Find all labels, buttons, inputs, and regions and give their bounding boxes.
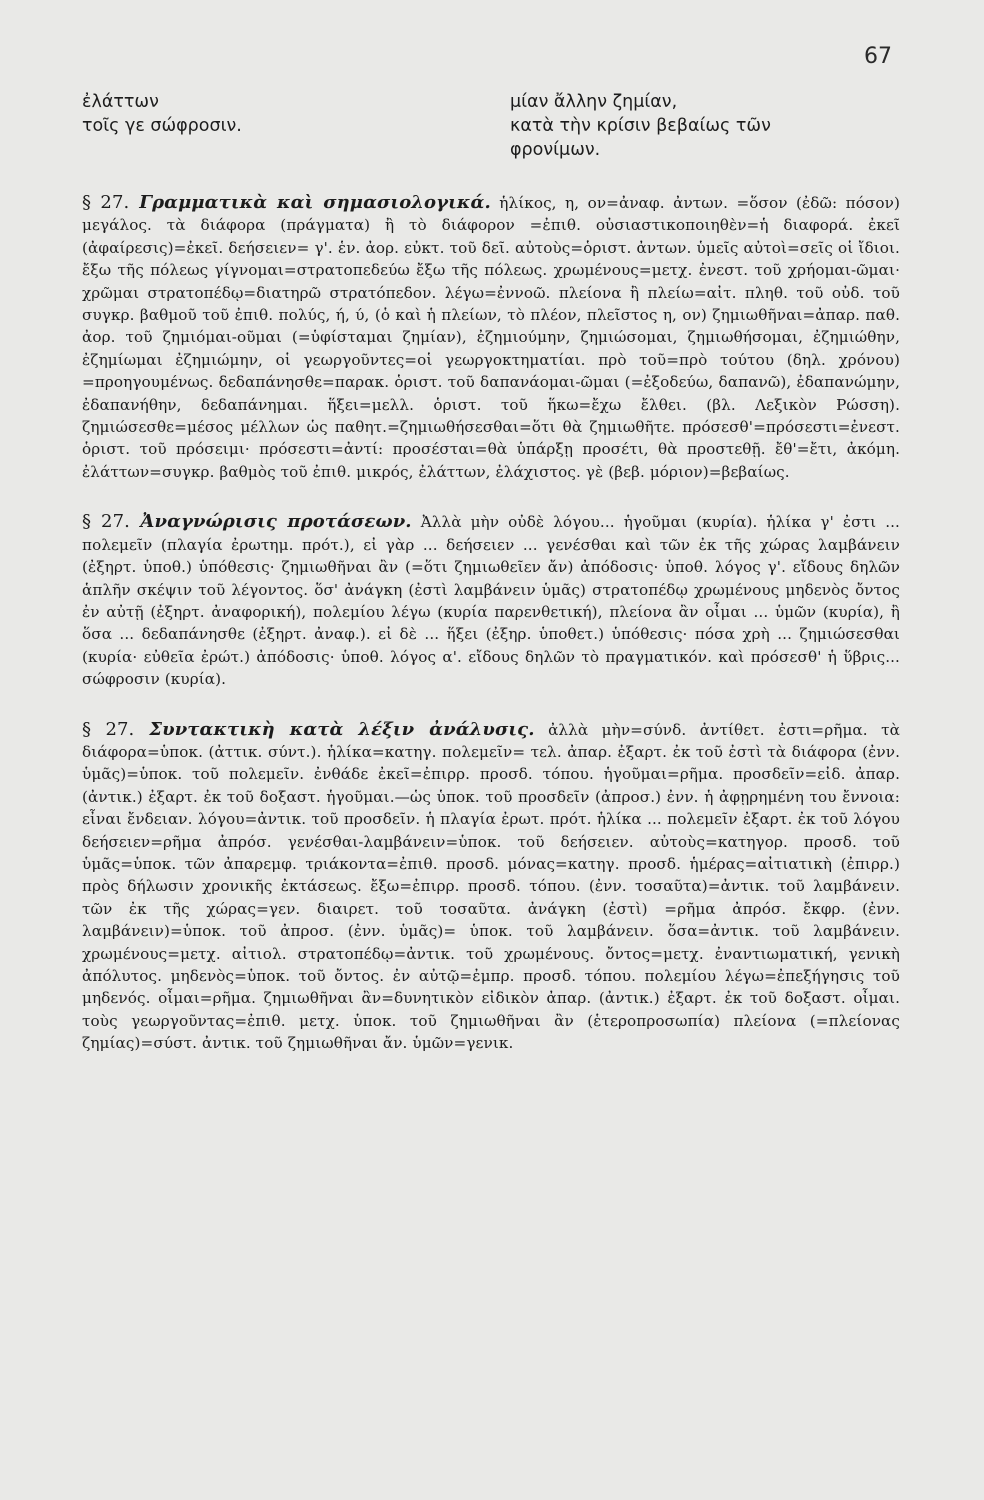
verse-line: φρονίμων. xyxy=(510,140,601,160)
verse-left-column xyxy=(82,90,402,162)
verse-line: κατὰ τὴν κρίσιν βεβαίως τῶν xyxy=(510,116,771,136)
verse-right-column xyxy=(510,90,860,162)
verse-line: τοῖς γε σώφροσιν. xyxy=(82,116,242,136)
section-body: ἡλίκος, η, ον=ἀναφ. ἀντων. =ὅσον (ἐδῶ: πόσον) μεγάλος. τὰ διάφορα (πράγματα) ἢ τὸ διάφορον =ἐπιθ. οὐσιαστικοποιηθὲν=ἡ διαφορά. ἐκεῖ (ἀφαίρεσις)=ἐκεῖ. δεήσειεν= γ'. ἑν. ἀορ. εὐκτ. τοῦ δεῖ. αὐτοὺς=ὁριστ. ἀντων. ὑμεῖς αὐτοὶ=σεῖς οἱ ἴδιοι. ἔξω τῆς πόλεως γίγνομαι=στρατοπεδεύω ἔξω τῆς πόλεως. χρωμένους=μετχ. ἐνεστ. τοῦ χρήομαι-ῶμαι· χρῶμαι στρατοπέδῳ=διατηρῶ στρατόπεδον. λέγω=ἐννοῶ. πλείονα ἢ πλείω=αἰτ. πληθ. τοῦ οὐδ. τοῦ συγκρ. βαθμοῦ τοῦ ἐπιθ. πολύς, ή, ύ, (ὁ καὶ ἡ πλείων, τὸ πλέον, πλεῖστος η, ον) ζημιωθῆναι=ἀπαρ. παθ. ἀορ. τοῦ ζημιόμαι-οῦμαι (=ὑφίσταμαι ζημίαν), ἐζημιούμην, ζημιώσομαι, ζημιωθήσομαι, ἐζημιώθην, ἐζημίωμαι ἐζημιώμην, οἱ γεωργοῦντες=οἱ γεωργοκτηματίαι. πρὸ τοῦ=πρὸ τούτου (δηλ. χρόνου) =προηγουμένως. δεδαπάνησθε=παρακ. ὁριστ. τοῦ δαπανάομαι-ῶμαι (=ἐξοδεύω, δαπανῶ), ἐδαπανώμην, ἐδαπανήθην, δεδαπάνημαι. ἥξει=μελλ. ὁριστ. τοῦ ἥκω=ἔχω ἔλθει. (βλ. Λεξικὸν Ρώσση). ζημιώσεσθε=μέσος μέλλων ὡς παθητ.=ζημιωθήσεσθαι=ὅτι θὰ ζημιωθῆτε. πρόσεσθ'=πρόσεστι=ἐνεστ. ὁριστ. τοῦ πρόσειμι· πρόσεστι=ἀντί: προσέσται=θὰ ὑπάρξῃ προσέτι, θὰ προστεθῇ. ἔθ'=ἔτι, ἀκόμη. ἐλάττων=συγκρ. βαθμὸς τοῦ ἐπιθ. μικρός, ἐλάττων, ἐλάχιστος. γὲ (βεβ. μόριον)=βεβαίως. xyxy=(82,194,901,481)
section-symbol: § 27. xyxy=(82,511,130,533)
section-body: ἀλλὰ μὴν=σύνδ. ἀντίθετ. ἐστι=ρῆμα. τὰ διάφορα=ὑποκ. (ἀττικ. σύντ.). ἡλίκα=κατηγ. πολεμεῖν= τελ. ἀπαρ. ἐξαρτ. ἐκ τοῦ ἐστὶ τὰ διάφορα (ἐνν. ὑμᾶς)=ὑποκ. τοῦ πολεμεῖν. ἐνθάδε ἐκεῖ=ἐπιρρ. προσδ. τόπου. ἡγοῦμαι=ρῆμα. προσδεῖν=εἰδ. ἀπαρ. (ἀντικ.) ἐξαρτ. ἐκ τοῦ δοξαστ. ἡγοῦμαι.—ὡς ὑποκ. τοῦ προσδεῖν (ἀπροσ.) ἐνν. ἡ ἀφῃρημένη του ἔννοια: εἶναι ἔνδειαν. λόγου=ἀντικ. τοῦ προσδεῖν. ἡ πλαγία ἐρωτ. πρότ. ἡλίκα ... πολεμεῖν ἐξαρτ. ἐκ τοῦ λόγου δεήσειεν=ρῆμα ἀπρόσ. γενέσθαι-λαμβάνειν=ὑποκ. τοῦ δεήσειεν. αὐτοὺς=κατηγορ. προσδ. τοῦ ὑμᾶς=ὑποκ. τῶν ἀπαρεμφ. τριάκοντα=ἐπιθ. προσδ. μόνας=κατηγ. προσδ. ἡμέρας=αἰτιατικὴ (ἐπιρρ.) πρὸς δήλωσιν χρονικῆς ἐκτάσεως. ἔξω=ἐπιρρ. προσδ. τόπου. (ἐνν. τοσαῦτα)=ἀντικ. τοῦ λαμβάνειν. τῶν ἐκ τῆς χώρας=γεν. διαιρετ. τοῦ τοσαῦτα. ἀνάγκη (ἐστὶ) =ρῆμα ἀπρόσ. ἔκφρ. (ἐνν. λαμβάνειν)=ὑποκ. τοῦ ἀπροσ. (ἐνν. ὑμᾶς)= ὑποκ. τοῦ λαμβάνειν. ὅσα=ἀντικ. τοῦ λαμβάνειν. χρωμένους=μετχ. αἰτιολ. στρατοπέδῳ=ἀντικ. τοῦ χρωμένους. ὄντος=μετχ. ἐναντιωματική, γενικὴ ἀπόλυτος. μηδενὸς=ὑποκ. τοῦ ὄντος. ἐν αὐτῷ=ἐμπρ. προσδ. τόπου. πολεμίου λέγω=ἐπεξήγησις τοῦ μηδενός. οἶμαι=ρῆμα. ζημιωθῆναι ἂν=δυνητικὸν εἰδικὸν ἀπαρ. (ἀντικ.) ἐξαρτ. ἐκ τοῦ δοξαστ. οἶμαι. τοὺς γεωργοῦντας=ἐπιθ. μετχ. ὑποκ. τοῦ ζημιωθῆναι ἂν (ἑτεροπροσωπία) πλείονα (=πλείονας ζημίας)=σύστ. ἀντικ. τοῦ ζημιωθῆναι ἄν. ὑμῶν=γενικ. xyxy=(82,720,901,1053)
page-number: 67 xyxy=(864,44,892,69)
section-title: Συντακτικὴ κατὰ λέξιν ἀνάλυσις. xyxy=(149,718,535,740)
section-symbol: § 27. xyxy=(82,718,135,740)
section-clause-recognition xyxy=(82,511,900,690)
section-paragraph xyxy=(82,192,900,483)
section-heading xyxy=(82,192,491,213)
section-symbol: § 27. xyxy=(82,192,130,213)
section-heading xyxy=(82,511,412,532)
section-paragraph xyxy=(82,719,900,1055)
section-heading xyxy=(82,719,535,740)
verse-block xyxy=(82,90,900,162)
section-grammar-semantics xyxy=(82,192,900,483)
section-title: Ἀναγνώρισις προτάσεων. xyxy=(140,511,412,533)
section-title: Γραμματικὰ καὶ σημασιολογικά. xyxy=(139,192,491,213)
verse-line: ἐλάττων xyxy=(82,92,159,112)
section-body: Ἀλλὰ μὴν οὐδὲ λόγου... ἡγοῦμαι (κυρία). ἡλίκα γ' ἐστι ... πολεμεῖν (πλαγία ἐρωτημ. πρότ.), εἰ γὰρ ... δεήσειεν ... γενέσθαι καὶ τῶν ἐκ τῆς χώρας λαμβάνειν (ἐξηρτ. ὑποθ.) ὑπόθεσις· ζημιωθῆναι ἂν (=ὅτι ζημιωθεῖεν ἄν) ἀπόδοσις· ὑποθ. λόγος γ'. εἴδους δηλῶν ἁπλῆν σκέψιν τοῦ λέγοντος. ὅσ' ἀνάγκη (ἐστὶ λαμβάνειν ὑμᾶς) στρατοπέδῳ χρωμένους μηδενὸς ὄντος ἐν αὐτῇ (ἐξηρτ. ἀναφορική), πολεμίου λέγω (κυρία παρενθετική), πλείονα ἂν οἶμαι ... ὑμῶν (κυρία), ἢ ὅσα ... δεδαπάνησθε (ἐξηρτ. ἀναφ.). εἰ δὲ ... ἥξει (ἐξηρ. ὑποθετ.) ὑπόθεσις· πόσα χρὴ ... ζημιώσεσθαι (κυρία· εὐθεῖα ἐρώτ.) ἀπόδοσις· ὑποθ. λόγος α'. εἴδους δηλῶν τὸ πραγματικόν. καὶ πρόσεσθ' ἡ ὕβρις... σώφροσιν (κυρία). xyxy=(82,513,900,689)
verse-line: μίαν ἄλλην ζημίαν, xyxy=(510,92,678,112)
section-syntactic-analysis xyxy=(82,719,900,1055)
section-paragraph xyxy=(82,511,900,690)
